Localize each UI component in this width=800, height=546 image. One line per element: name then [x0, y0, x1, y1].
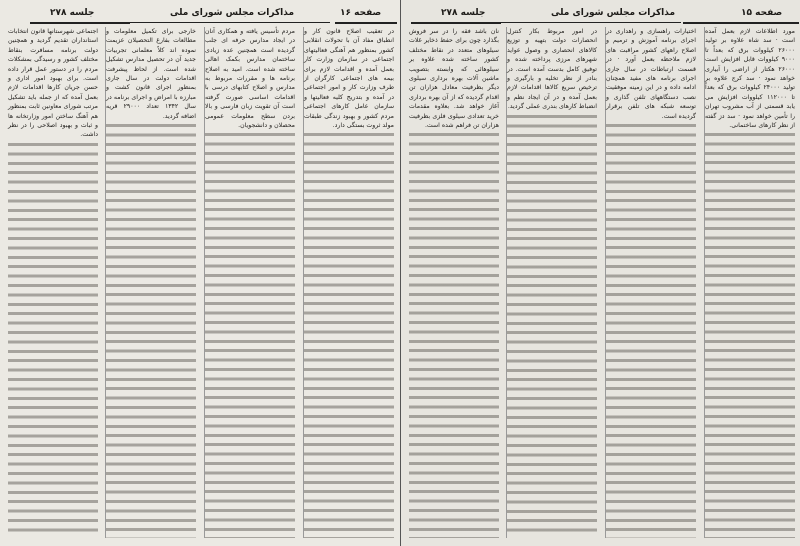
column-text: مورد اطلاعات لازم بعمل آمده است · سد شاه علاوه بر تولید ۲۶۰۰۰ کیلووات برق که بعداً تا ۹۰۰۰ کیلووات قابل افزایش است ۲۶۰۰۰ هکتار از اراضی را آبیاری خواهد نمود · سد کرج علاوه بر تولید ۲۴۰۰۰ کیلووات برق که بعداً تا ۱۱۲۰۰۰ کیلووات افزایش می یابد قسمتی از آب مشروب تهران را تأمین خواهد نمود · سد دز گفته از نظر کارهای ساختمانی.: [705, 28, 795, 130]
column-text: مردم تأسیس یافته و همکاری آنان در ایجاد مدارس حرفه ای جلب گردیده است همچنین عده زیادی ساختمان مدارس بکمک اهالی ساخته شده است. امید به اصلاح برنامه ها و مقررات مربوط به مدارس و اصلاح کتابهای درسی با اقدامات اساسی صورت گرفته است آن تقویت زبان فارسی و بالا بردن سطح معلومات عمومی محصلان و دانشجویان.: [205, 28, 295, 130]
page-number: صفحه ۱۶: [340, 8, 382, 18]
text-column-2: [605, 27, 696, 538]
right-page: [400, 0, 800, 546]
header-rule: [411, 22, 501, 24]
text-lines: [606, 124, 696, 538]
text-column-3: [506, 27, 597, 538]
running-title: مذاکرات مجلس شورای ملی: [170, 8, 295, 18]
text-column-1: [704, 27, 795, 538]
text-lines: [106, 124, 196, 538]
text-lines: [304, 133, 394, 538]
running-title: مذاکرات مجلس شورای ملی: [551, 8, 676, 18]
column-text: نان باشد فقه را در سر فروش بگذارد چون برای حفظ ذخایر غلات سیلوهای متعدد در نقاط مختلف کشور ساخته شده علاوه بر سیلوهائی که وابسته بتصویب ماشین آلات بهره برداری سیلوی دیگر بظرفیت معادل هزاران تن اقدام گردیده که از آن بهره برداری آغاز خواهد شد. بعلاوه مقدمات خرید تعدادی سیلوی فلزی بظرفیت هزاران تن فراهم شده است.: [409, 28, 499, 130]
column-text: اختیارات راهسازی و راهداری در اجرای برنامه آموزش و ترمیم و اصلاح راههای کشور مراقبت های لازم ملاحظه بعمل آورد · در قسمت ارتباطات در سال جاری اجرای برنامه های مفید همچنان ادامه داده و در این زمینه موفقیت نصب دستگاههای تلفن گذاری و توسعه شبکه های تلفن برقرار گردیده است.: [606, 28, 696, 120]
header-rule: [30, 22, 130, 24]
text-column-4: [409, 27, 499, 538]
page-number: صفحه ۱۵: [741, 8, 783, 18]
header-rule: [335, 22, 397, 24]
column-text: اجتماعی شهرستانها قانون انتخابات استانداران تقدیم گردید و همچنین دولت برنامه مسافرت بنقاط مختلف کشور و رسیدگی بمشکلات مردم را در دستور عمل قرار داده است. برای بهبود امور اداری و حسن جریان کارها اقدامات لازم بعمل آمده که از جمله باید تشکیل مرتب شورای معاونین ثابت بمنظور هم آهنگ ساختن امور وزارتخانه ها و ثبات و بهبود اصلاحی را در نظر داشت.: [8, 28, 98, 139]
text-lines: [507, 115, 597, 538]
text-lines: [705, 133, 795, 538]
text-lines: [8, 143, 98, 538]
column-text: در امور مربوط بکار کنترل انحصارات دولت بتهیه و توزیع کالاهای انحصاری و وصول عواید شهرهای مرزی پرداخته شده و توفیق کامل بدست آمده است. در بنادر از نظر تخلیه و بارگیری و ترخیص سریع کالاها اقدامات لازم بعمل آمده و در آن ایجاد نظم و انضباط کارهای بندری عملی گردید.: [507, 28, 597, 111]
text-column-3: [105, 27, 196, 538]
column-text: در تعقیب اصلاح قانون کار و انطباق مفاد آن با تحولات انقلابی کشور بمنظور هم آهنگی فعالیتهای اجتماعی در سازمان وزارت کار بعمل آمده و اقدامات لازم برای بیمه های اجتماعی کارگران از طرف وزارت کار و امور اجتماعی در آمده و بتدریج کلیه فعالیتها و سازمان عامل کارهای اجتماعی مردم کشور و بهبود زندگی طبقات مولد ثروت بستگی دارد.: [304, 28, 394, 130]
header-rule: [130, 22, 330, 23]
session-number: جلسه ۲۷۸: [441, 8, 486, 18]
text-lines: [409, 133, 499, 538]
text-lines: [205, 133, 295, 538]
text-column-2: [204, 27, 295, 538]
text-column-4: [8, 27, 98, 538]
column-text: خارجی برای تکمیل معلومات و مطالعات بفارغ التحصیلان عزیمت نموده اند کلاً معلمانی تجربیات جدید آن در تحصیل مدارس تشکیل شده است. از لحاظ پیشرفت اقدامات دولت در سال جاری بمنظور اجرای قانون کشت و مبارزه با امراض و اجرای برنامه در سال ۱۳۴۲ تعداد ۲۹۰۰۰ قریه اضافه گردید.: [106, 28, 196, 120]
header-rule: [501, 22, 681, 23]
text-column-1: [303, 27, 394, 538]
header-rule: [683, 22, 799, 24]
session-number: جلسه ۲۷۸: [50, 8, 95, 18]
